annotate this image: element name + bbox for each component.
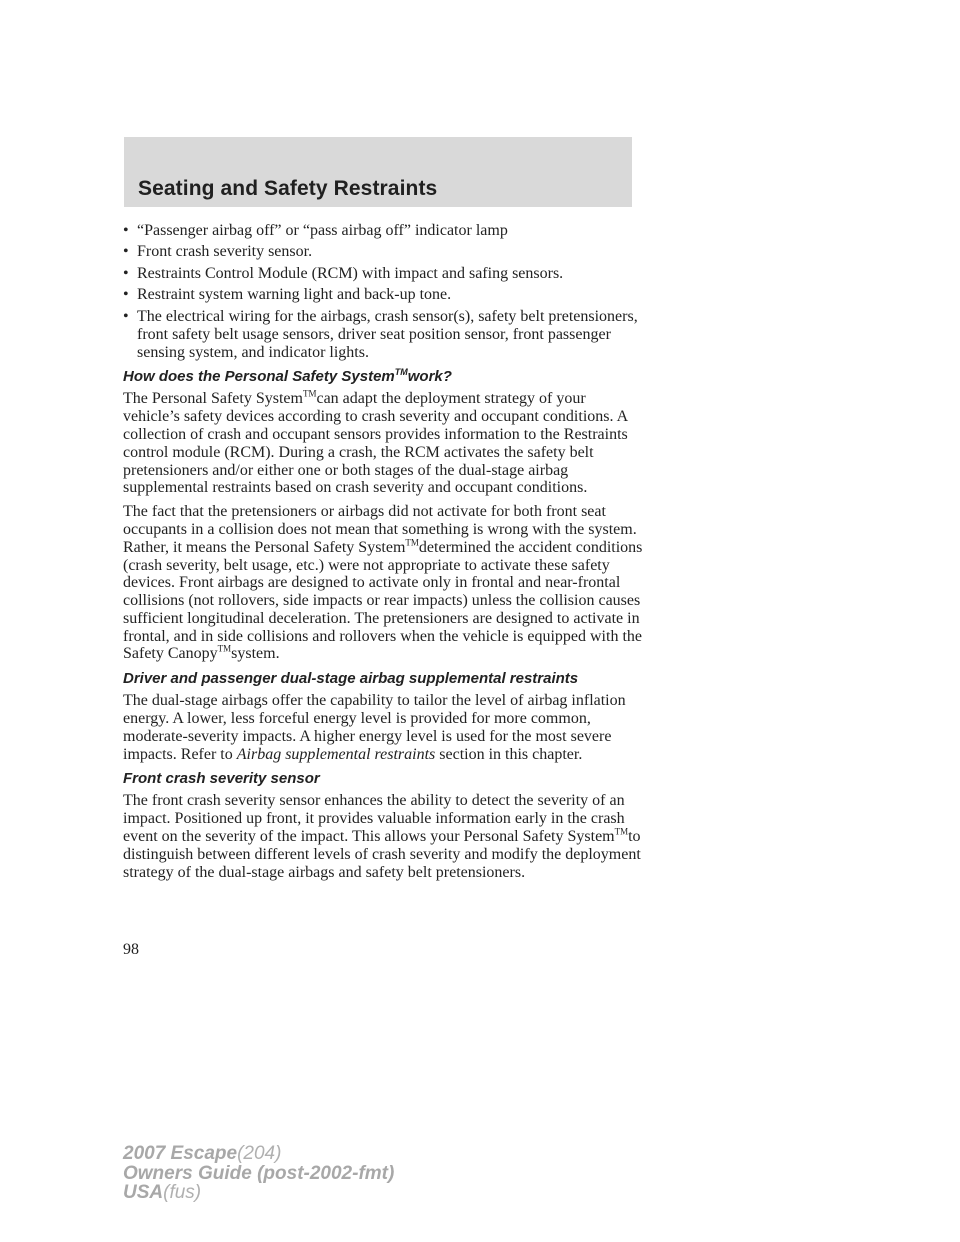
footer-line-model: 2007 Escape(204) (123, 1143, 282, 1164)
list-item-text: “Passenger airbag off” or “pass airbag off” indicator lamp (137, 222, 508, 239)
bullet-icon: • (123, 264, 129, 282)
cross-reference: Airbag supplemental restraints (236, 745, 436, 763)
paragraph-how-2: The fact that the pretensioners or airbags did not activate for both front seat occupants in a collision does not mean that something is wrong with the system. Rather, it means the Personal Safety System™determined the accident conditions (crash severity, belt usage, etc.) were not appropriate to activate these safety devices. Front airbags are designed to activate only in frontal and near-frontal collisions (not rollovers, side impacts or rear impacts) unless the collision causes sufficient longitudinal deceleration. The pretensioners are designed to activate in frontal, and in side collisions and rollovers when the vehicle is equipped with the Safety Canopy™system. (123, 503, 643, 663)
trademark-icon: TM (394, 367, 408, 378)
paragraph-how-1: The Personal Safety System™can adapt the deployment strategy of your vehicle’s safety devices according to crash severity and occupant conditions. A collection of crash and occupant sensors provides information to the Restraints control module (RCM). During a crash, the RCM activates the safety belt pretensioners and/or either one or both stages of the dual-stage airbag supplemental restraints based on crash severity and occupant conditions. (123, 389, 628, 497)
heading-front-sensor: Front crash severity sensor (123, 770, 320, 788)
heading-dual-stage: Driver and passenger dual-stage airbag supplemental restraints (123, 670, 579, 688)
bullet-icon: • (123, 307, 129, 325)
list-item-text: Restraint system warning light and back-up tone. (137, 286, 452, 304)
footer-line-guide: Owners Guide (post-2002-fmt) (123, 1162, 395, 1184)
list-item-text: Front crash severity sensor. (137, 243, 313, 261)
list-item (123, 265, 643, 283)
page-number: 98 (123, 941, 139, 958)
document-footer (123, 1144, 394, 1203)
page-content (123, 222, 643, 887)
trademark-icon: TM (614, 826, 629, 837)
list-item (123, 308, 643, 361)
bullet-icon: • (123, 243, 129, 261)
trademark-icon: TM (217, 644, 232, 655)
heading-how-it-works: How does the Personal Safety System™work? (123, 367, 452, 386)
paragraph-dual-stage: The dual-stage airbags offer the capability to tailor the level of airbag inflation energy. A lower, less forceful energy level is provided for more common, moderate-severity impacts. A higher energy level is used for the most severe impacts. Refer to Airbag supplemental restraints section in this chapter. (123, 692, 626, 763)
list-item-text: Restraints Control Module (RCM) with impact and safing sensors. (137, 264, 564, 282)
section-header-band (124, 137, 632, 207)
footer-line-market: USA(fus) (123, 1182, 202, 1203)
section-title: Seating and Safety Restraints (138, 177, 438, 200)
list-item-text: The electrical wiring for the airbags, crash sensor(s), safety belt pretensioners, front safety belt usage sensors, driver seat position sensor, front passenger sensing system, and indicator lights. (137, 307, 638, 361)
bullet-icon: • (123, 286, 129, 304)
trademark-icon: TM (405, 537, 419, 548)
list-item (123, 222, 643, 240)
paragraph-front-sensor: The front crash severity sensor enhances the ability to detect the severity of an impact. Positioned up front, it provides valuable information early in the crash event on the severity of the impact. This allows your Personal Safety System™to distinguish between different levels of crash severity and modify the deployment strategy of the dual-stage airbags and safety belt pretensioners. (123, 792, 641, 881)
trademark-icon: TM (302, 389, 317, 399)
bullet-icon: • (123, 222, 129, 239)
component-list (123, 222, 643, 361)
list-item (123, 243, 643, 261)
list-item (123, 286, 643, 304)
